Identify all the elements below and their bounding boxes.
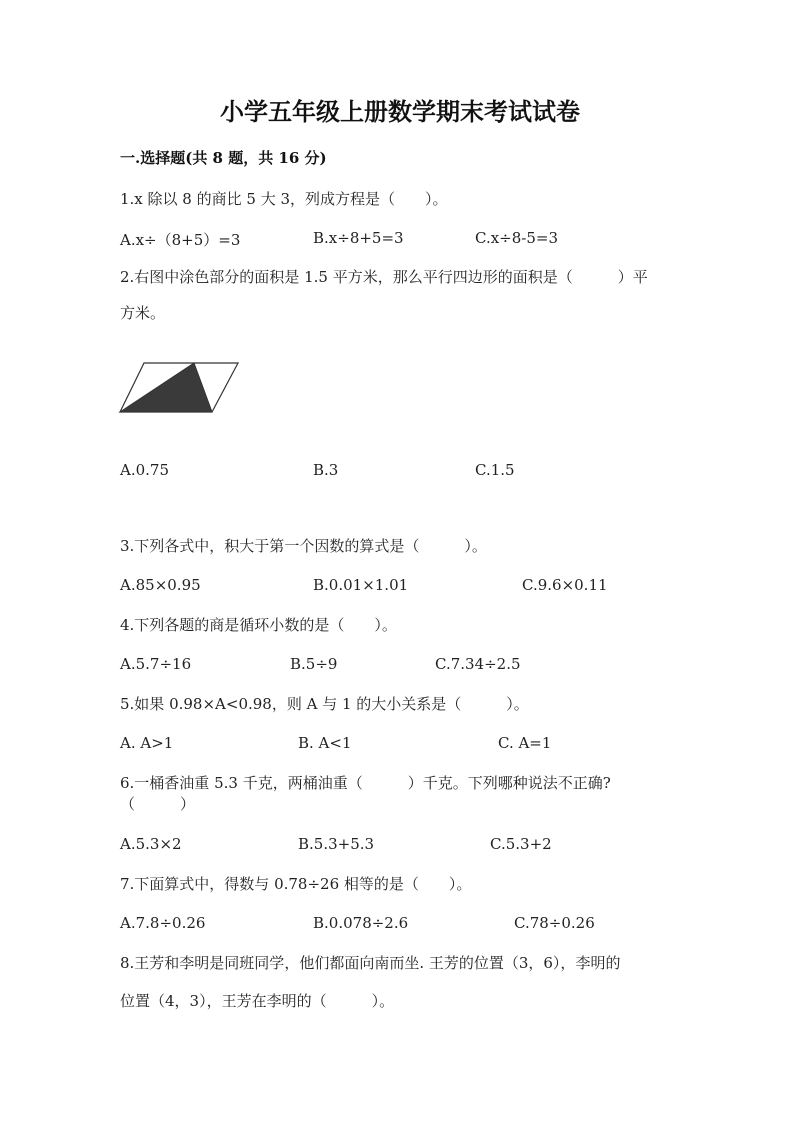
q5-option-a: A. A>1 — [120, 734, 174, 752]
question-8-line-1: 8.王芳和李明是同班同学，他们都面向南而坐. 王芳的位置（3，6），李明的 — [120, 954, 621, 972]
question-7: 7.下面算式中，得数与 0.78÷26 相等的是（ ）。 — [120, 875, 472, 893]
q7-option-b: B.0.078÷2.6 — [313, 914, 409, 932]
question-2-line-2: 方米。 — [120, 304, 166, 322]
q2-option-c: C.1.5 — [475, 461, 515, 479]
q2-option-b: B.3 — [313, 461, 339, 479]
question-6-line-1: 6.一桶香油重 5.3 千克，两桶油重（ ）千克。下列哪种说法不正确? — [120, 774, 611, 792]
q6-option-b: B.5.3+5.3 — [298, 835, 375, 853]
q4-option-c: C.7.34÷2.5 — [435, 655, 521, 673]
question-6-line-2: （ ） — [120, 795, 196, 813]
q4-option-b: B.5÷9 — [290, 655, 338, 673]
section-heading: 一.选择题(共 8 题，共 16 分) — [120, 149, 327, 167]
question-5: 5.如果 0.98×A<0.98，则 A 与 1 的大小关系是（ ）。 — [120, 695, 529, 713]
q4-option-a: A.5.7÷16 — [120, 655, 192, 673]
question-1: 1.x 除以 8 的商比 5 大 3，列成方程是（ ）。 — [120, 190, 448, 208]
q3-option-c: C.9.6×0.11 — [522, 576, 608, 594]
q1-option-a: A.x÷（8+5）=3 — [120, 231, 241, 249]
question-3: 3.下列各式中，积大于第一个因数的算式是（ ）。 — [120, 537, 487, 555]
page-title: 小学五年级上册数学期末考试试卷 — [220, 97, 580, 126]
question-2-line-1: 2.右图中涂色部分的面积是 1.5 平方米，那么平行四边形的面积是（ ）平 — [120, 268, 648, 286]
q6-option-a: A.5.3×2 — [120, 835, 182, 853]
question-4: 4.下列各题的商是循环小数的是（ ）。 — [120, 616, 397, 634]
q3-option-b: B.0.01×1.01 — [313, 576, 409, 594]
q7-option-a: A.7.8÷0.26 — [120, 914, 206, 932]
q1-option-c: C.x÷8-5=3 — [475, 229, 559, 247]
q5-option-b: B. A<1 — [298, 734, 352, 752]
question-8-line-2: 位置（4，3），王芳在李明的（ ）。 — [120, 992, 395, 1010]
q2-option-a: A.0.75 — [120, 461, 169, 479]
q6-option-c: C.5.3+2 — [490, 835, 552, 853]
q7-option-c: C.78÷0.26 — [514, 914, 595, 932]
q1-option-b: B.x÷8+5=3 — [313, 229, 404, 247]
parallelogram-figure — [118, 360, 242, 416]
q3-option-a: A.85×0.95 — [120, 576, 201, 594]
q5-option-c: C. A=1 — [498, 734, 552, 752]
